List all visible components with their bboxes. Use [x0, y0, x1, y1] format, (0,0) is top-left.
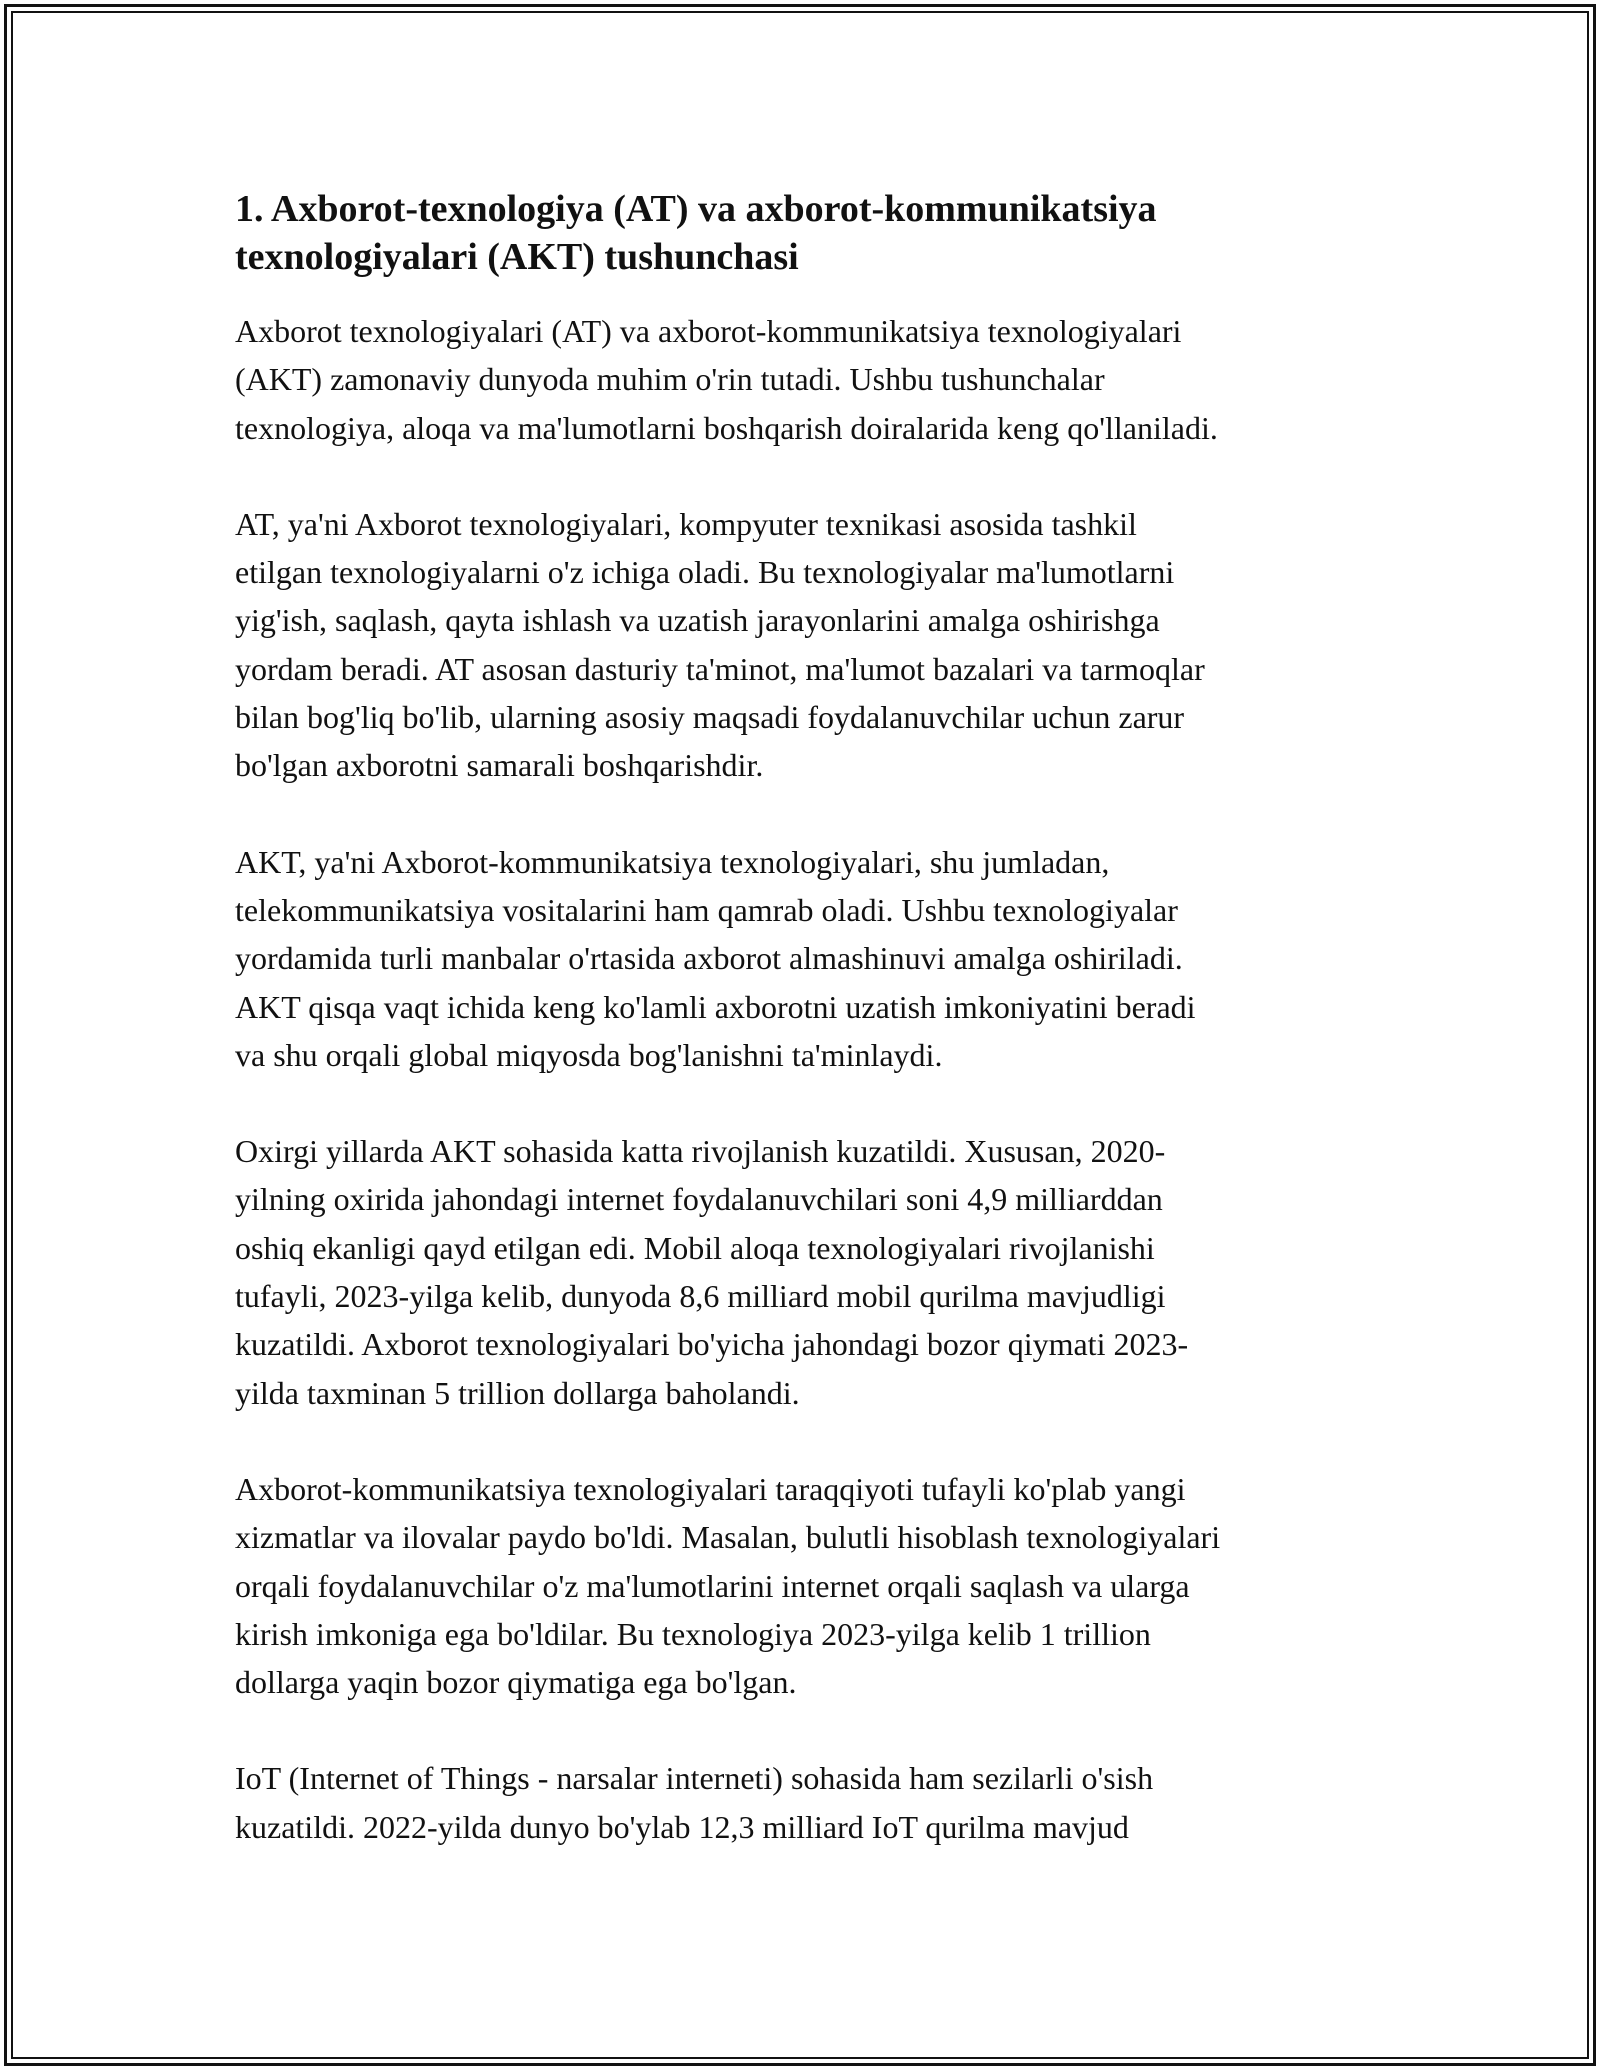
document-body — [235, 185, 1375, 1899]
text-line: dollarga yaqin bozor qiymatiga ega bo'lgan. — [235, 1664, 797, 1701]
text-line: Axborot-kommunikatsiya texnologiyalari taraqqiyoti tufayli ko'plab yangi — [235, 1470, 1186, 1507]
text-line: kuzatildi. 2022-yilda dunyo bo'ylab 12,3 milliard IoT qurilma mavjud — [235, 1808, 1129, 1845]
text-line: yilda taxminan 5 trillion dollarga baholandi. — [235, 1374, 800, 1411]
text-line: etilgan texnologiyalarni o'z ichiga oladi. Bu texnologiyalar ma'lumotlarni — [235, 554, 1175, 591]
text-line: orqali foydalanuvchilar o'z ma'lumotlarini internet orqali saqlash va ularga — [235, 1567, 1190, 1604]
heading-line: 1. Axborot-texnologiya (AT) va axborot-kommunikatsiya — [235, 188, 1157, 230]
paragraph-intro — [235, 307, 1375, 452]
text-line: AKT qisqa vaqt ichida keng ko'lamli axborotni uzatish imkoniyatini beradi — [235, 988, 1196, 1025]
text-line: kirish imkoniga ega bo'ldilar. Bu texnologiya 2023-yilga kelib 1 trillion — [235, 1615, 1151, 1652]
text-line: IoT (Internet of Things - narsalar interneti) sohasida ham sezilarli o'sish — [235, 1760, 1154, 1797]
text-line: bo'lgan axborotni samarali boshqarishdir. — [235, 747, 764, 784]
text-line: AKT, ya'ni Axborot-kommunikatsiya texnologiyalari, shu jumladan, — [235, 843, 1110, 880]
section-heading — [235, 185, 1375, 281]
text-line: oshiq ekanligi qayd etilgan edi. Mobil aloqa texnologiyalari rivojlanishi — [235, 1229, 1155, 1266]
text-line: Axborot texnologiyalari (AT) va axborot-kommunikatsiya texnologiyalari — [235, 313, 1182, 349]
text-line: (AKT) zamonaviy dunyoda muhim o'rin tutadi. Ushbu tushunchalar — [235, 361, 1105, 398]
text-line: tufayli, 2023-yilga kelib, dunyoda 8,6 milliard mobil qurilma mavjudligi — [235, 1278, 1166, 1315]
text-line: bilan bog'liq bo'lib, ularning asosiy maqsadi foydalanuvchilar uchun zarur — [235, 699, 1185, 736]
text-line: telekommunikatsiya vositalarini ham qamrab oladi. Ushbu texnologiyalar — [235, 891, 1178, 928]
text-line: xizmatlar va ilovalar paydo bo'ldi. Masalan, bulutli hisoblash texnologiyalari — [235, 1519, 1221, 1556]
text-line: yilning oxirida jahondagi internet foydalanuvchilari soni 4,9 milliarddan — [235, 1181, 1163, 1218]
paragraph-akt — [235, 838, 1375, 1079]
paragraph-iot — [235, 1754, 1375, 1851]
paragraph-cloud — [235, 1465, 1375, 1706]
text-line: kuzatildi. Axborot texnologiyalari bo'yicha jahondagi bozor qiymati 2023- — [235, 1326, 1189, 1363]
heading-line: texnologiyalari (AKT) tushunchasi — [235, 236, 799, 278]
text-line: yordamida turli manbalar o'rtasida axborot almashinuvi amalga oshiriladi. — [235, 940, 1183, 977]
paragraph-at — [235, 500, 1375, 790]
text-line: yordam beradi. AT asosan dasturiy ta'minot, ma'lumot bazalari va tarmoqlar — [235, 650, 1205, 687]
text-line: yig'ish, saqlash, qayta ishlash va uzatish jarayonlarini amalga oshirishga — [235, 602, 1160, 639]
text-line: AT, ya'ni Axborot texnologiyalari, kompyuter texnikasi asosida tashkil — [235, 505, 1137, 542]
text-line: Oxirgi yillarda AKT sohasida katta rivojlanish kuzatildi. Xususan, 2020- — [235, 1133, 1166, 1170]
text-line: texnologiya, aloqa va ma'lumotlarni boshqarish doiralarida keng qo'llaniladi. — [235, 409, 1218, 446]
paragraph-statistics — [235, 1127, 1375, 1417]
text-line: va shu orqali global miqyosda bog'lanishni ta'minlaydi. — [235, 1036, 943, 1073]
